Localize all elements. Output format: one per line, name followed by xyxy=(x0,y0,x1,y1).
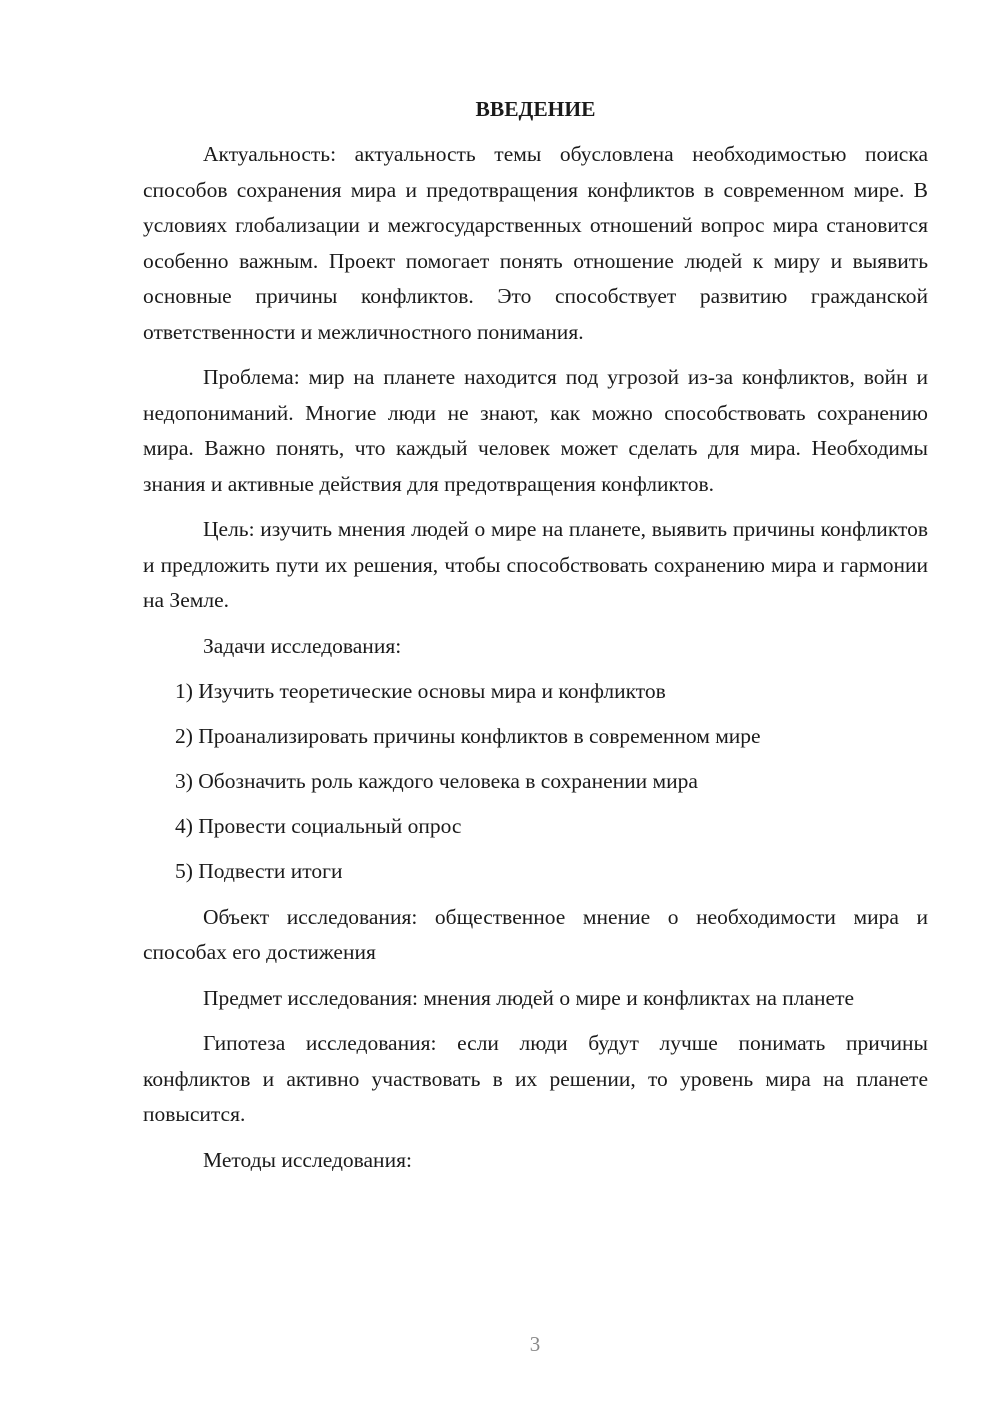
list-item: 4) Провести социальный опрос xyxy=(175,814,462,838)
methods-title: Методы исследования: xyxy=(203,1147,412,1172)
list-item: 3) Обозначить роль каждого человека в сохранении мира xyxy=(175,769,698,793)
tasks-list xyxy=(143,674,928,890)
page-number: 3 xyxy=(529,1332,541,1356)
list-item: 5) Подвести итоги xyxy=(175,859,343,883)
section-heading: ВВЕДЕНИЕ xyxy=(475,97,596,121)
list-item: 1) Изучить теоретические основы мира и конфликтов xyxy=(175,679,666,703)
hypothesis-paragraph: Гипотеза исследования: если люди будут лучше понимать причины конфликтов и активно участвовать в их решении, то уровень мира на планете повысится. xyxy=(143,1031,928,1126)
problem-paragraph: Проблема: мир на планете находится под угрозой из-за конфликтов, войн и недопониманий. Многие люди не знают, как можно способствовать сохранению мира. Важно понять, что каждый человек может сделать для мира. Необходимы знания и активные действия для предотвращения конфликтов. xyxy=(143,365,928,496)
object-paragraph: Объект исследования: общественное мнение о необходимости мира и способах его достижения xyxy=(143,904,928,964)
relevance-paragraph: Актуальность: актуальность темы обусловлена необходимостью поиска способов сохранения мира и предотвращения конфликтов в современном мире. В условиях глобализации и межгосударственных отношений вопрос мира становится особенно важным. Проект помогает понять отношение людей к миру и выявить основные причины конфликтов. Это способствует развитию гражданской ответственности и межличностного понимания. xyxy=(143,142,928,344)
goal-paragraph: Цель: изучить мнения людей о мире на планете, выявить причины конфликтов и предложить пути их решения, чтобы способствовать сохранению мира и гармонии на Земле. xyxy=(143,517,928,612)
subject-paragraph: Предмет исследования: мнения людей о мире и конфликтах на планете xyxy=(203,985,855,1010)
page-content xyxy=(143,92,928,1188)
tasks-title: Задачи исследования: xyxy=(203,633,402,658)
list-item: 2) Проанализировать причины конфликтов в современном мире xyxy=(175,724,761,748)
